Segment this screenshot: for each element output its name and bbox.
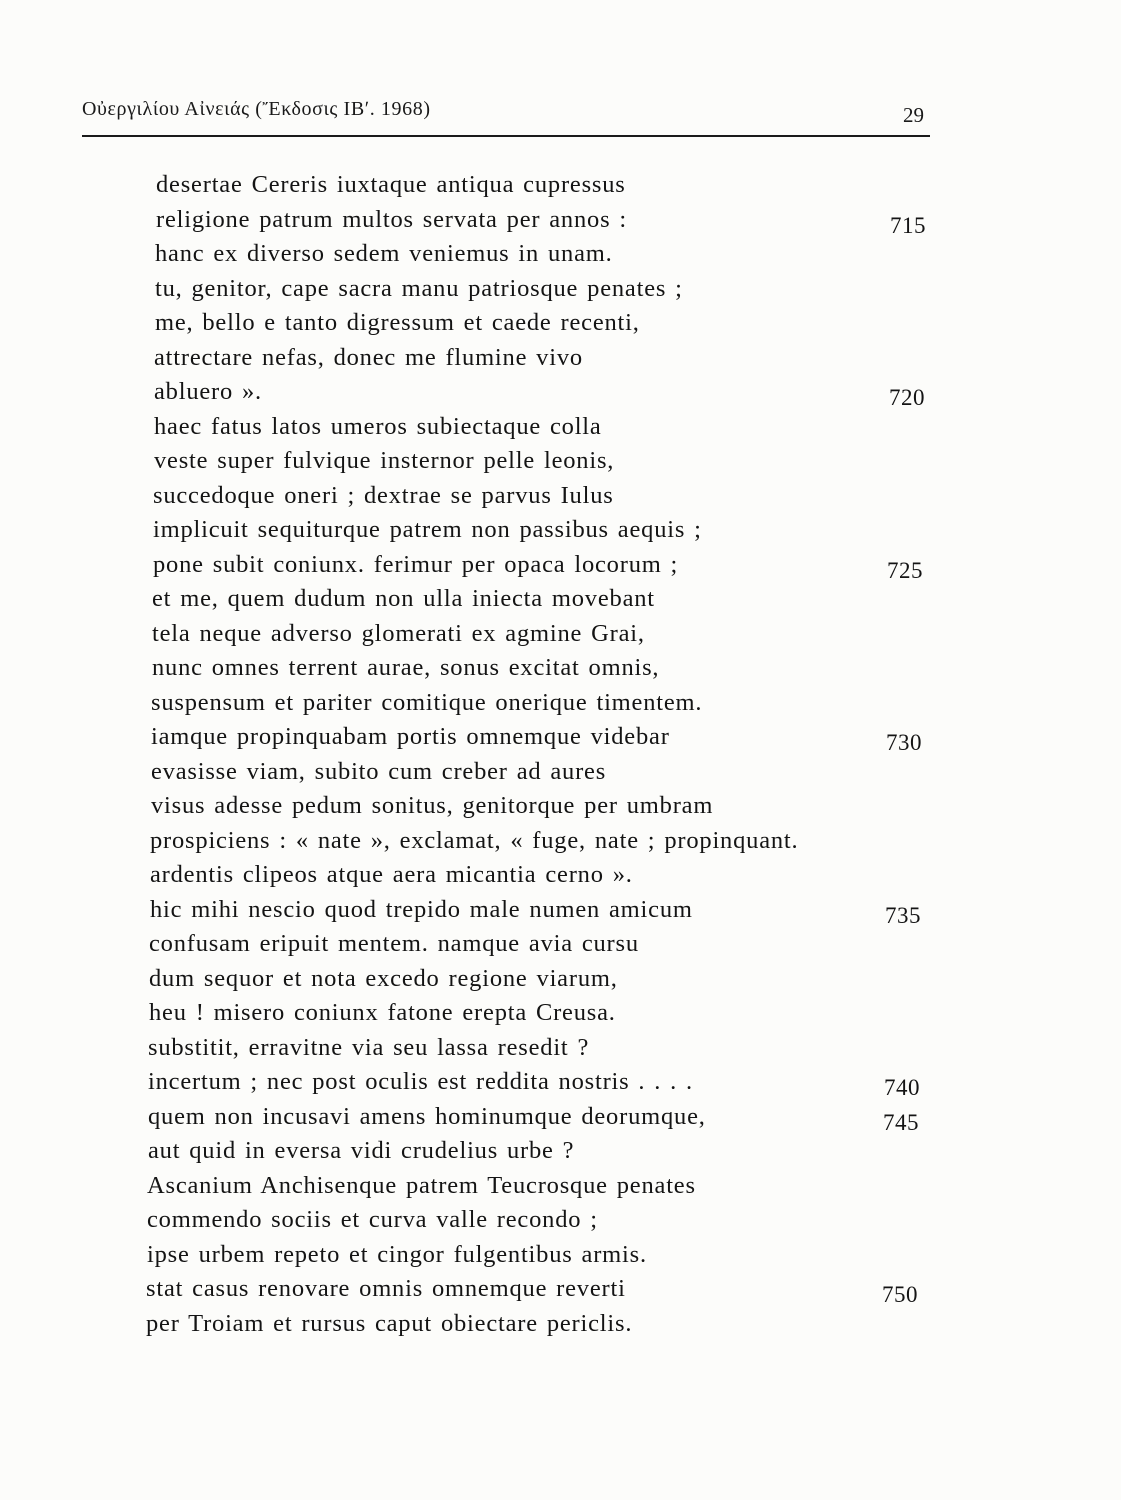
verse-text: veste super fulvique insternor pelle leonis, [154,447,615,474]
verse-line [0,375,1121,410]
verse-text: quem non incusavi amens hominumque deorumque, [148,1102,706,1130]
verse-line [0,1238,1121,1273]
verse-text: ipse urbem repeto et cingor fulgentibus armis. [147,1240,647,1268]
verse-line [0,617,1121,652]
verse-line [0,1100,1121,1135]
verse-line [0,1065,1121,1100]
verse-text: haec fatus latos umeros subiectaque colla [154,412,602,440]
verse-line [0,1169,1121,1204]
line-number: 715 [890,212,926,238]
verse-text: tela neque adverso glomerati ex agmine Grai, [152,619,645,647]
line-number: 745 [883,1109,919,1135]
verse-text: per Troiam et rursus caput obiectare periclis. [146,1309,633,1337]
verse-line [0,548,1121,583]
verse-line [0,168,1121,203]
verse-text: prospiciens : « nate », exclamat, « fuge, nate ; propinquant. [150,826,799,854]
verse-text: visus adesse pedum sonitus, genitorque per umbram [151,792,714,819]
verse-text: evasisse viam, subito cum creber ad aures [151,757,607,785]
verse-text: hanc ex diverso sedem veniemus in unam. [155,240,613,267]
verse-text: desertae Cereris iuxtaque antiqua cupressus [156,171,626,198]
verse-line [0,1272,1121,1307]
line-number: 720 [889,385,925,410]
verse-text: aut quid in eversa vidi crudelius urbe ? [148,1137,575,1164]
verse-line [0,513,1121,548]
verse-line [0,962,1121,997]
verse-line [0,237,1121,272]
verse-text: abluero ». [154,378,262,405]
verse-line [0,306,1121,341]
verse-text: et me, quem dudum non ulla iniecta movebant [152,585,655,612]
verse-line [0,341,1121,376]
verse-text: stat casus renovare omnis omnemque reverti [146,1275,626,1302]
running-title: Οὐεργιλίου Αἰνειάς (Ἔκδοσις ΙΒʹ. 1968) [82,98,431,120]
header-rule [82,135,930,137]
verse-text: hic mihi nescio quod trepido male numen amicum [150,895,693,923]
verse-text: confusam eripuit mentem. namque avia cursu [149,930,639,957]
verse-line [0,996,1121,1031]
verse-line [0,824,1121,859]
verse-text: implicuit sequiturque patrem non passibus aequis ; [153,516,702,543]
verse-line [0,410,1121,445]
verse-text: suspensum et pariter comitique onerique timentem. [151,688,703,716]
verse-text: commendo sociis et curva valle recondo ; [147,1206,598,1233]
verse-text: dum sequor et nota excedo regione viarum, [149,964,618,992]
verse-text: substitit, erravitne via seu lassa resedit ? [148,1033,590,1061]
line-number: 750 [882,1282,918,1307]
verse-line [0,927,1121,962]
verse-text: religione patrum multos servata per annos : [156,205,627,233]
verse-text: nunc omnes terrent aurae, sonus excitat omnis, [152,654,660,681]
verse-block [0,168,1121,1341]
verse-text: iamque propinquabam portis omnemque videbar [151,723,670,750]
verse-line [0,444,1121,479]
verse-text: me, bello e tanto digressum et caede recenti, [155,309,640,336]
verse-line [0,1031,1121,1066]
verse-line [0,893,1121,928]
verse-line [0,651,1121,686]
verse-text: tu, genitor, cape sacra manu patriosque penates ; [155,274,683,302]
verse-text: incertum ; nec post oculis est reddita nostris . . . . [148,1068,693,1095]
verse-line [0,1203,1121,1238]
verse-text: ardentis clipeos atque aera micantia cerno ». [150,861,633,888]
verse-line [0,858,1121,893]
line-number: 730 [886,730,922,755]
verse-text: pone subit coniunx. ferimur per opaca locorum ; [153,550,679,578]
verse-text: Ascanium Anchisenque patrem Teucrosque penates [147,1171,696,1199]
verse-line [0,720,1121,755]
line-number: 725 [887,557,923,583]
verse-line [0,582,1121,617]
line-number: 735 [885,902,921,928]
verse-line [0,686,1121,721]
page-number: 29 [903,103,924,127]
verse-text: attrectare nefas, donec me flumine vivo [154,343,583,371]
verse-line [0,1134,1121,1169]
verse-text: succedoque oneri ; dextrae se parvus Iulus [153,481,614,509]
verse-line [0,1307,1121,1342]
verse-line [0,789,1121,824]
verse-text: heu ! misero coniunx fatone erepta Creusa. [149,999,616,1026]
verse-line [0,755,1121,790]
verse-line [0,272,1121,307]
verse-line [0,203,1121,238]
verse-line [0,479,1121,514]
line-number: 740 [884,1075,920,1100]
